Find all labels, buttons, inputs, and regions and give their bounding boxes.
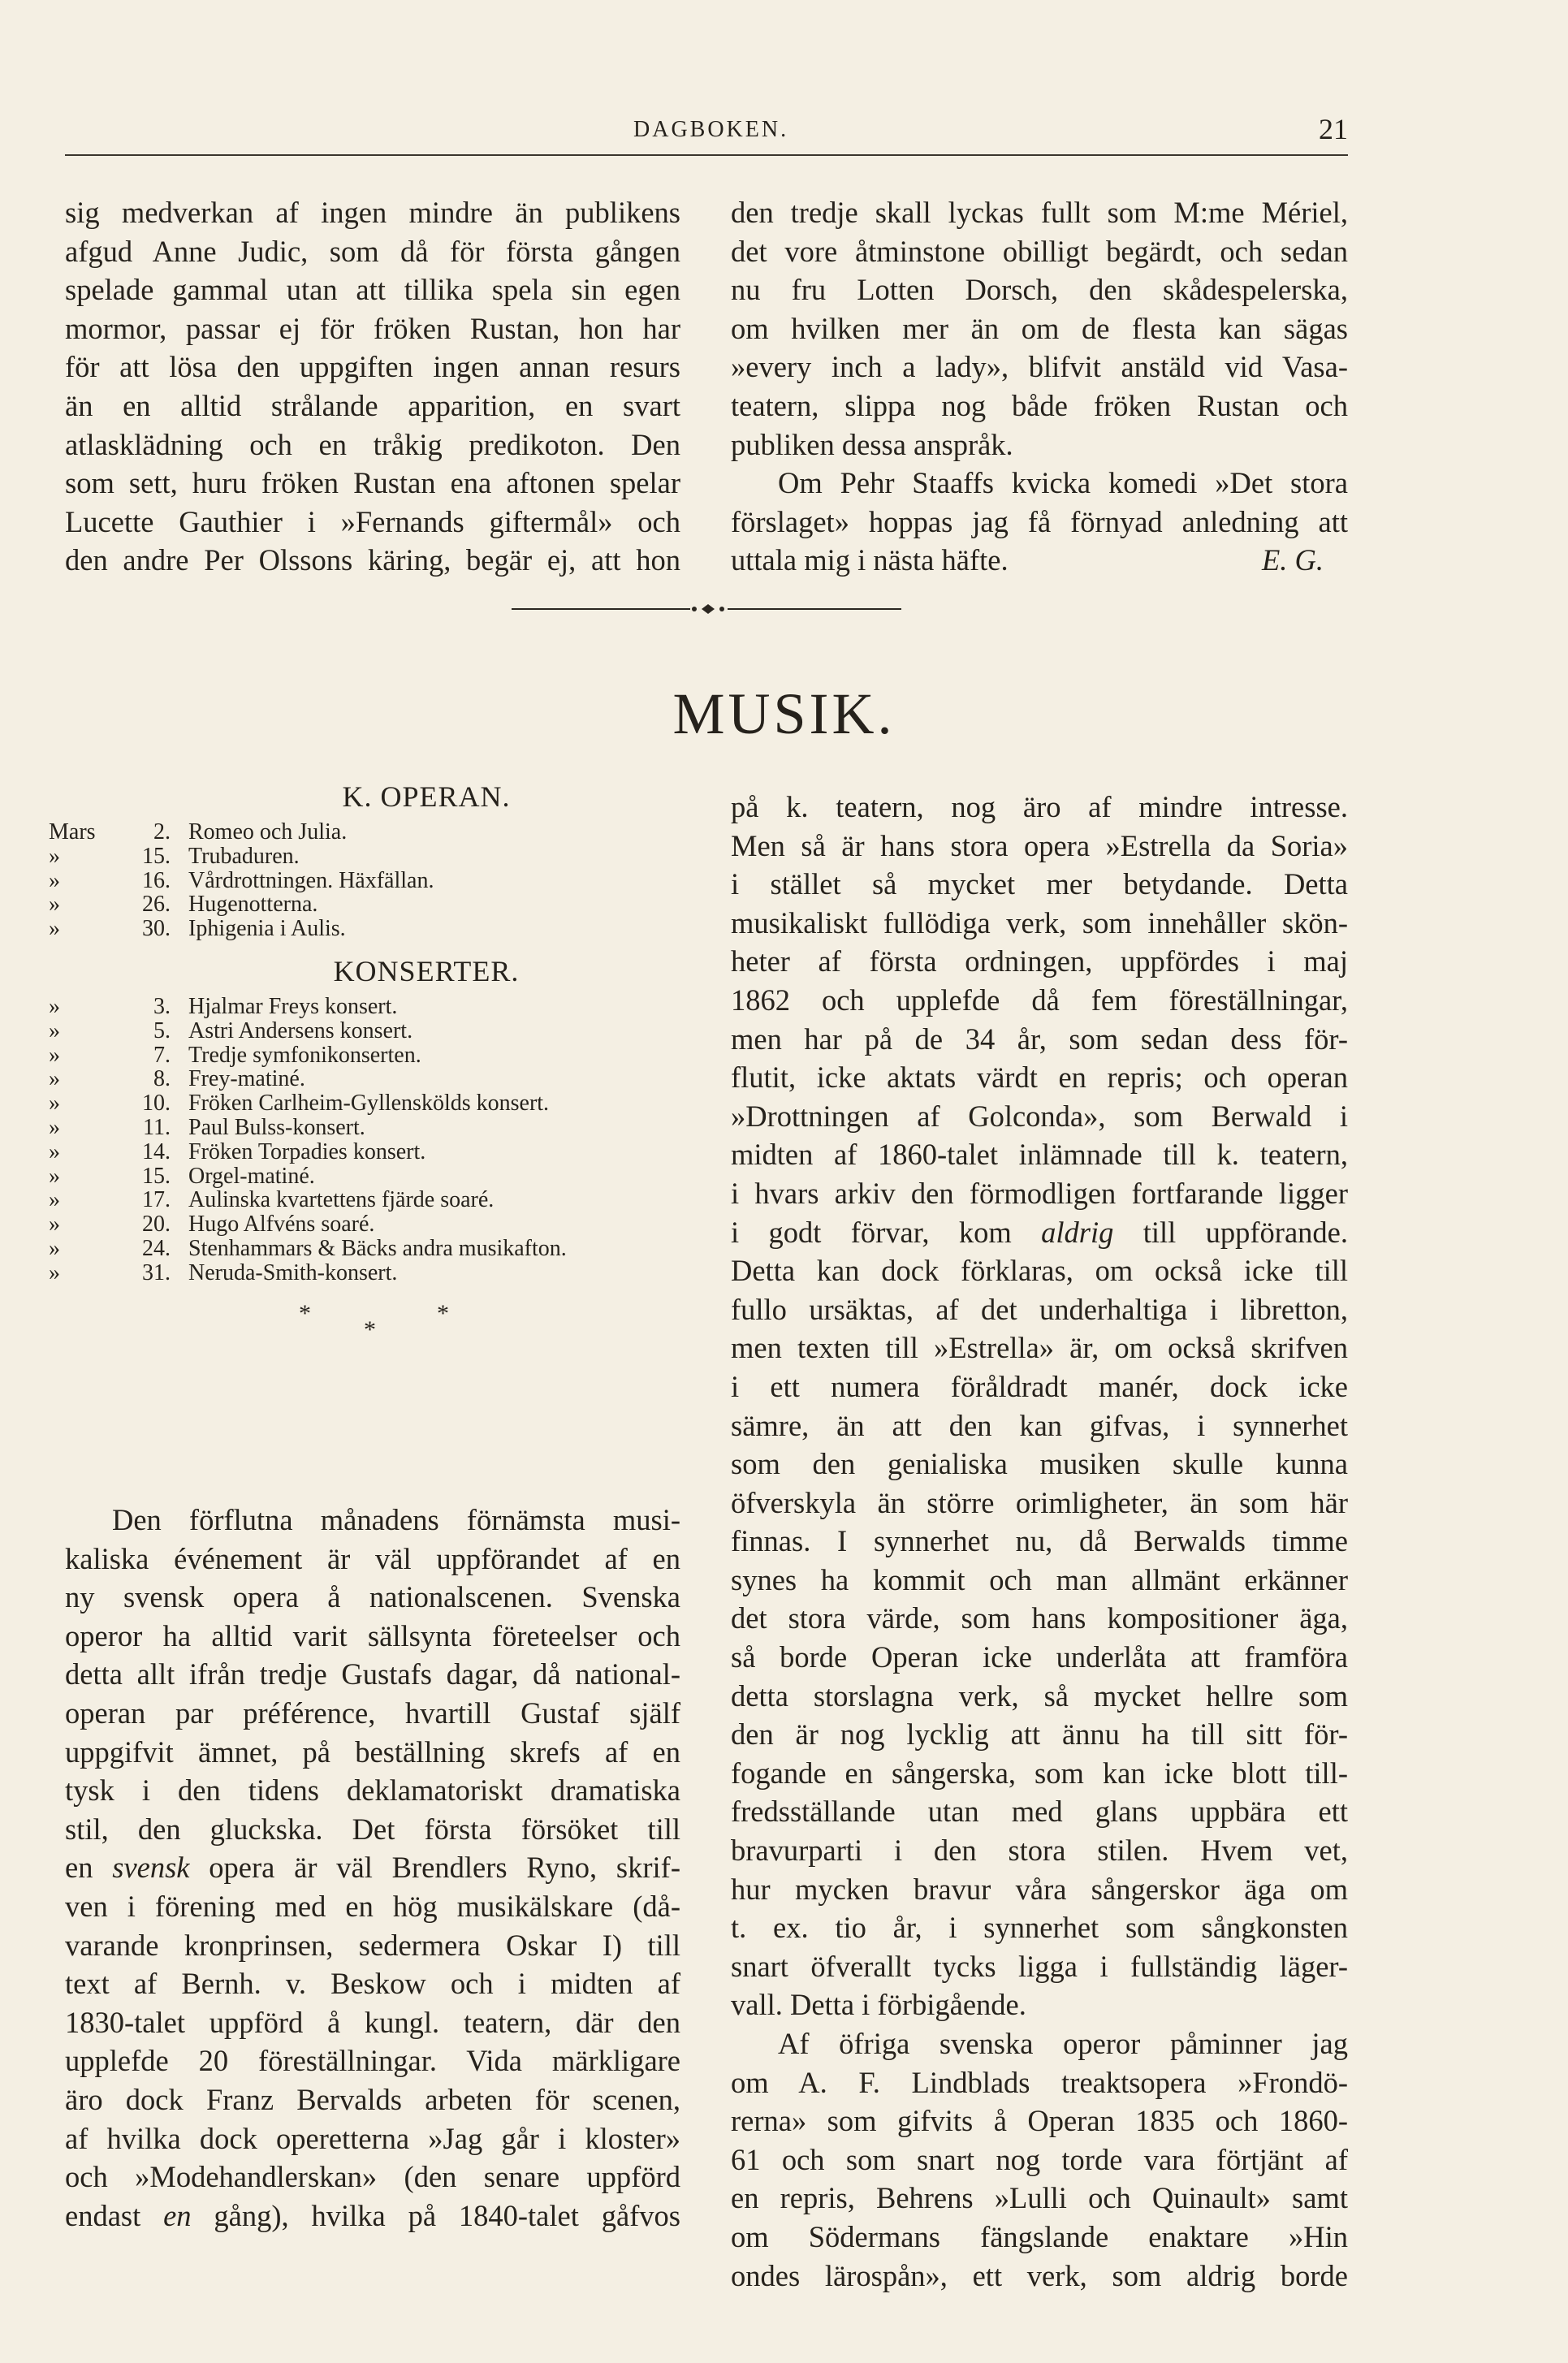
- text-line: t. ex. tio år, i synnerhet som sångkonsten: [731, 1911, 1348, 1945]
- text-line: en repris, Behrens »Lulli och Quinault» samt: [731, 2181, 1348, 2215]
- program-day: 5.: [153, 1017, 171, 1043]
- text-line: Om Pehr Staaffs kvicka komedi »Det stora: [778, 466, 1348, 500]
- program-row: [49, 917, 706, 941]
- text-line: hur mycken bravur våra sångerskor äga om: [731, 1872, 1348, 1906]
- text-line: finnas. I synnerhet nu, då Berwalds timme: [731, 1524, 1348, 1558]
- text-line: bravurparti i den stora stilen. Hvem vet,: [731, 1834, 1348, 1868]
- program-month: »: [49, 993, 60, 1019]
- text-line: spelade gammal utan att tillika spela sin egen: [65, 273, 680, 307]
- text-line: fullo ursäktas, af det underhaltiga i libretton,: [731, 1292, 1348, 1326]
- text-line: men texten till »Estrella» är, om också skrifven: [731, 1331, 1348, 1365]
- text-line: »every inch a lady», blifvit anstäld vid Vasa-: [731, 350, 1348, 384]
- program-month: »: [49, 867, 60, 893]
- program-title: Neruda-Smith-konsert.: [188, 1259, 398, 1285]
- text-line: »Drottningen af Golconda», som Berwald i: [731, 1099, 1348, 1133]
- running-head: [65, 112, 1348, 158]
- program-month: »: [49, 843, 60, 869]
- text-line: [65, 2197, 680, 2236]
- text-line: ny svensk opera å nationalscenen. Svenska: [65, 1580, 680, 1614]
- text-line: fogande en sångerska, som kan icke blott till-: [731, 1756, 1348, 1790]
- program-row: [49, 1261, 706, 1285]
- emphasized-word: svensk: [112, 1851, 190, 1885]
- paragraph: [731, 193, 1348, 464]
- text-line: fredsställande utan med glans uppbära ett: [731, 1795, 1348, 1829]
- text-line: teatern, slippa nog både fröken Rustan och: [731, 388, 1348, 422]
- text-line: tysk i den tidens deklamatoriskt dramatiska: [65, 1773, 680, 1808]
- program-month: »: [49, 1042, 60, 1068]
- text-line: 1862 och upplefde då fem föreställningar,: [731, 983, 1348, 1017]
- running-title: DAGBOKEN.: [633, 117, 789, 142]
- program-month: »: [49, 1091, 60, 1117]
- text-fragment: endast: [65, 2198, 164, 2232]
- program-title: Tredje symfonikonserten.: [188, 1042, 421, 1068]
- text-line: som sett, huru fröken Rustan ena aftonen spelar: [65, 466, 680, 500]
- text-line: detta storslagna verk, så mycket hellre som: [731, 1678, 1348, 1713]
- top-right-column: [731, 193, 1348, 580]
- text-line: men har på de 34 år, som sedan dess för-: [731, 1022, 1348, 1056]
- program-title: Fröken Torpadies konsert.: [188, 1138, 426, 1164]
- text-line: atlasklädning och en tråkig predikoton. Den: [65, 427, 680, 461]
- program-day: 7.: [153, 1042, 171, 1068]
- top-left-column: [65, 193, 680, 580]
- text-line: [65, 1848, 680, 1887]
- program-day: 15.: [142, 843, 171, 869]
- program-row: [49, 845, 706, 869]
- text-fragment: opera är väl Brendlers Ryno, skrif-: [189, 1851, 680, 1885]
- program-title: Vårdrottningen. Häxfällan.: [188, 867, 434, 893]
- text-line: 61 och som snart nog torde vara förtjänt af: [731, 2142, 1348, 2176]
- text-line: ondes lärospån», ett verk, som aldrig borde: [731, 2258, 1348, 2292]
- text-line: detta allt ifrån tredje Gustafs dagar, då national-: [65, 1657, 680, 1691]
- program-month: »: [49, 1017, 60, 1043]
- program-row: [49, 1212, 706, 1237]
- program-title: Hugenotterna.: [188, 892, 318, 918]
- program-row: [49, 1067, 706, 1091]
- program-title: Fröken Carlheim-Gyllenskölds konsert.: [188, 1091, 550, 1117]
- text-line: operan par préférence, hvartill Gustaf själf: [65, 1696, 680, 1730]
- text-line: flutit, icke aktats värdt en repris; och operan: [731, 1061, 1348, 1095]
- text-line: det vore åtminstone obilligt begärdt, och sedan: [731, 234, 1348, 268]
- text-line: varande kronprinsen, sedermera Oskar I) till: [65, 1928, 680, 1962]
- text-line: det stora värde, som hans kompositioner äga,: [731, 1601, 1348, 1635]
- text-line: för att lösa den uppgiften ingen annan resurs: [65, 350, 680, 384]
- text-fragment: en: [65, 1851, 113, 1885]
- text-line: än en alltid strålande apparition, en svart: [65, 388, 680, 422]
- text-line: i hvars arkiv den förmodligen fortfarande ligger: [731, 1176, 1348, 1210]
- program-month: »: [49, 1163, 60, 1189]
- text-line: heter af första ordningen, uppfördes i maj: [731, 944, 1348, 978]
- program-title: Aulinska kvartettens fjärde soaré.: [188, 1187, 495, 1213]
- program-month: »: [49, 1114, 60, 1140]
- paragraph: [731, 464, 1348, 580]
- program-title: Romeo och Julia.: [188, 819, 348, 845]
- program-title: Hugo Alfvéns soaré.: [188, 1212, 375, 1238]
- program-row: [49, 1188, 706, 1212]
- program-row: [49, 1164, 706, 1189]
- program-day: 11.: [143, 1114, 171, 1140]
- text-line: nu fru Lotten Dorsch, den skådespelerska,: [731, 273, 1348, 307]
- program-row: [49, 869, 706, 893]
- program-title: Orgel-matiné.: [188, 1163, 315, 1189]
- text-line: och »Modehandlerskan» (den senare uppförd: [65, 2160, 680, 2194]
- program-day: 31.: [142, 1259, 171, 1285]
- text-line: operor ha alltid varit sällsynta företeelser och: [65, 1618, 680, 1652]
- emphasized-word: en: [163, 2198, 192, 2232]
- text-line: Men så är hans stora opera »Estrella da Soria»: [731, 828, 1348, 862]
- text-line: den tredje skall lyckas fullt som M:me Mériel,: [731, 196, 1348, 229]
- text-line: publiken dessa anspråk.: [731, 427, 1013, 461]
- program-month: »: [49, 1259, 60, 1285]
- program-day: 24.: [142, 1235, 171, 1261]
- text-line: stil, den gluckska. Det första försöket till: [65, 1812, 680, 1846]
- text-line: [731, 1213, 1348, 1252]
- signature-row: [731, 541, 1348, 580]
- text-line: sämre, än att den kan gifvas, i synnerhet: [731, 1408, 1348, 1442]
- text-line: mormor, passar ej för fröken Rustan, hon har: [65, 311, 680, 345]
- asterisk: *: [437, 1299, 449, 1327]
- program-title: Paul Bulss-konsert.: [188, 1114, 365, 1140]
- text-line: den är nog lycklig att ännu ha till sitt för-: [731, 1717, 1348, 1752]
- program-day: 8.: [153, 1066, 171, 1092]
- program-title: Hjalmar Freys konsert.: [188, 993, 398, 1019]
- program-row: [49, 1091, 706, 1116]
- program-title: Frey-matiné.: [188, 1066, 305, 1092]
- text-line: så borde Operan icke underlåta att framföra: [731, 1640, 1348, 1674]
- program-row: [49, 892, 706, 917]
- text-line: ven i förening med en hög musikälskare (då-: [65, 1889, 680, 1923]
- text-line: kaliska événement är väl uppförandet af en: [65, 1541, 680, 1575]
- text-line: text af Bernh. v. Beskow och i midten af: [65, 1967, 680, 2001]
- text-fragment: i godt förvar, kom: [731, 1215, 1042, 1249]
- program-day: 15.: [142, 1163, 171, 1189]
- text-line: äro dock Franz Bervalds arbeten för scenen,: [65, 2082, 680, 2116]
- text-line: om hvilken mer än om de flesta kan sägas: [731, 311, 1348, 345]
- program-month: »: [49, 892, 60, 918]
- program-day: 26.: [142, 892, 171, 918]
- text-line: midten af 1860-talet inlämnade till k. teatern,: [731, 1138, 1348, 1172]
- program-day: 3.: [153, 993, 171, 1019]
- program-row: [49, 1019, 706, 1043]
- text-line: förslaget» hoppas jag få förnyad anledning att: [731, 504, 1348, 538]
- ornament-divider: [512, 601, 901, 617]
- program-row: [49, 1237, 706, 1261]
- text-line: sig medverkan af ingen mindre än publikens: [65, 196, 680, 229]
- text-line: om A. F. Lindblads treaktsopera »Frondö-: [731, 2065, 1348, 2099]
- header-rule: [65, 154, 1348, 156]
- text-fragment: gång), hvilka på 1840-talet gåfvos: [191, 2198, 681, 2232]
- text-line: om Södermans fängslande enaktare »Hin: [731, 2219, 1348, 2253]
- text-line: uttala mig i nästa häfte.: [731, 543, 1009, 577]
- program-month: »: [49, 916, 60, 942]
- program-title: Iphigenia i Aulis.: [188, 916, 346, 942]
- program-row: [49, 995, 706, 1019]
- text-line: Den förflutna månadens förnämsta musi-: [112, 1503, 680, 1536]
- text-line: upplefde 20 föreställningar. Vida märkligare: [65, 2044, 680, 2078]
- author-signature: E. G.: [1261, 543, 1324, 577]
- text-line: på k. teatern, nog äro af mindre intresse.: [731, 790, 1348, 823]
- asterisk: *: [364, 1315, 376, 1343]
- program-title: Stenhammars & Bäcks andra musikafton.: [188, 1235, 567, 1261]
- text-line: afgud Anne Judic, som då för första gången: [65, 234, 680, 268]
- asterism-divider: [49, 1290, 706, 1388]
- text-line: Af öfriga svenska operor påminner jag: [778, 2027, 1348, 2060]
- text-line: Lucette Gauthier i »Fernands giftermål» och: [65, 504, 680, 538]
- text-line: vall. Detta i förbigående.: [731, 1988, 1026, 2022]
- text-line: i ett numera föråldradt manér, dock icke: [731, 1369, 1348, 1403]
- program-row: [49, 1140, 706, 1164]
- program-day: 30.: [142, 916, 171, 942]
- text-line: den andre Per Olssons käring, begär ej, att hon: [65, 543, 680, 577]
- program-month: Mars: [49, 819, 96, 845]
- bottom-right-column: [731, 788, 1348, 2295]
- paragraph: [731, 788, 1348, 2024]
- program-month: »: [49, 1187, 60, 1213]
- program-month: »: [49, 1212, 60, 1238]
- asterisk: *: [299, 1299, 311, 1327]
- text-line: musikaliskt fullödiga verk, som innehåller skön-: [731, 905, 1348, 940]
- program-row: [49, 1043, 706, 1068]
- program-day: 10.: [142, 1091, 171, 1117]
- opera-heading: K. OPERAN.: [342, 780, 511, 813]
- concerts-heading: KONSERTER.: [333, 954, 520, 987]
- program-day: 2.: [153, 819, 171, 845]
- section-title: MUSIK.: [672, 681, 896, 746]
- program-title: Astri Andersens konsert.: [188, 1017, 413, 1043]
- text-line: snart öfverallt tycks ligga i fullständig läger-: [731, 1949, 1348, 1983]
- page-number: 21: [1319, 113, 1348, 145]
- text-line: i stället så mycket mer betydande. Detta: [731, 867, 1348, 901]
- text-line: 1830-talet uppförd å kungl. teatern, där den: [65, 2005, 680, 2039]
- text-line: Detta kan dock förklaras, om också icke till: [731, 1254, 1348, 1288]
- program-listing: [49, 780, 706, 1388]
- text-line: öfverskyla än större orimligheter, än som här: [731, 1485, 1348, 1519]
- program-day: 20.: [142, 1212, 171, 1238]
- program-day: 17.: [142, 1187, 171, 1213]
- text-fragment: till uppförande.: [1113, 1215, 1348, 1249]
- program-title: Trubaduren.: [188, 843, 300, 869]
- program-day: 14.: [142, 1138, 171, 1164]
- text-line: af hvilka dock operetterna »Jag går i kloster»: [65, 2121, 680, 2155]
- program-month: »: [49, 1235, 60, 1261]
- text-line: rerna» som gifvits å Operan 1835 och 1860-: [731, 2104, 1348, 2138]
- bottom-left-column: [65, 1501, 680, 2235]
- text-line: uppgifvit ämnet, på beställning skrefs af en: [65, 1734, 680, 1769]
- emphasized-word: aldrig: [1041, 1215, 1114, 1249]
- program-row: [49, 1116, 706, 1140]
- text-line: synes ha kommit och man allmänt erkänner: [731, 1562, 1348, 1596]
- program-row: [49, 820, 706, 845]
- text-line: som den genialiska musiken skulle kunna: [731, 1447, 1348, 1481]
- paragraph: [731, 2024, 1348, 2295]
- paragraph: [65, 1501, 680, 2235]
- program-month: »: [49, 1138, 60, 1164]
- paragraph: [65, 193, 680, 580]
- program-day: 16.: [142, 867, 171, 893]
- program-month: »: [49, 1066, 60, 1092]
